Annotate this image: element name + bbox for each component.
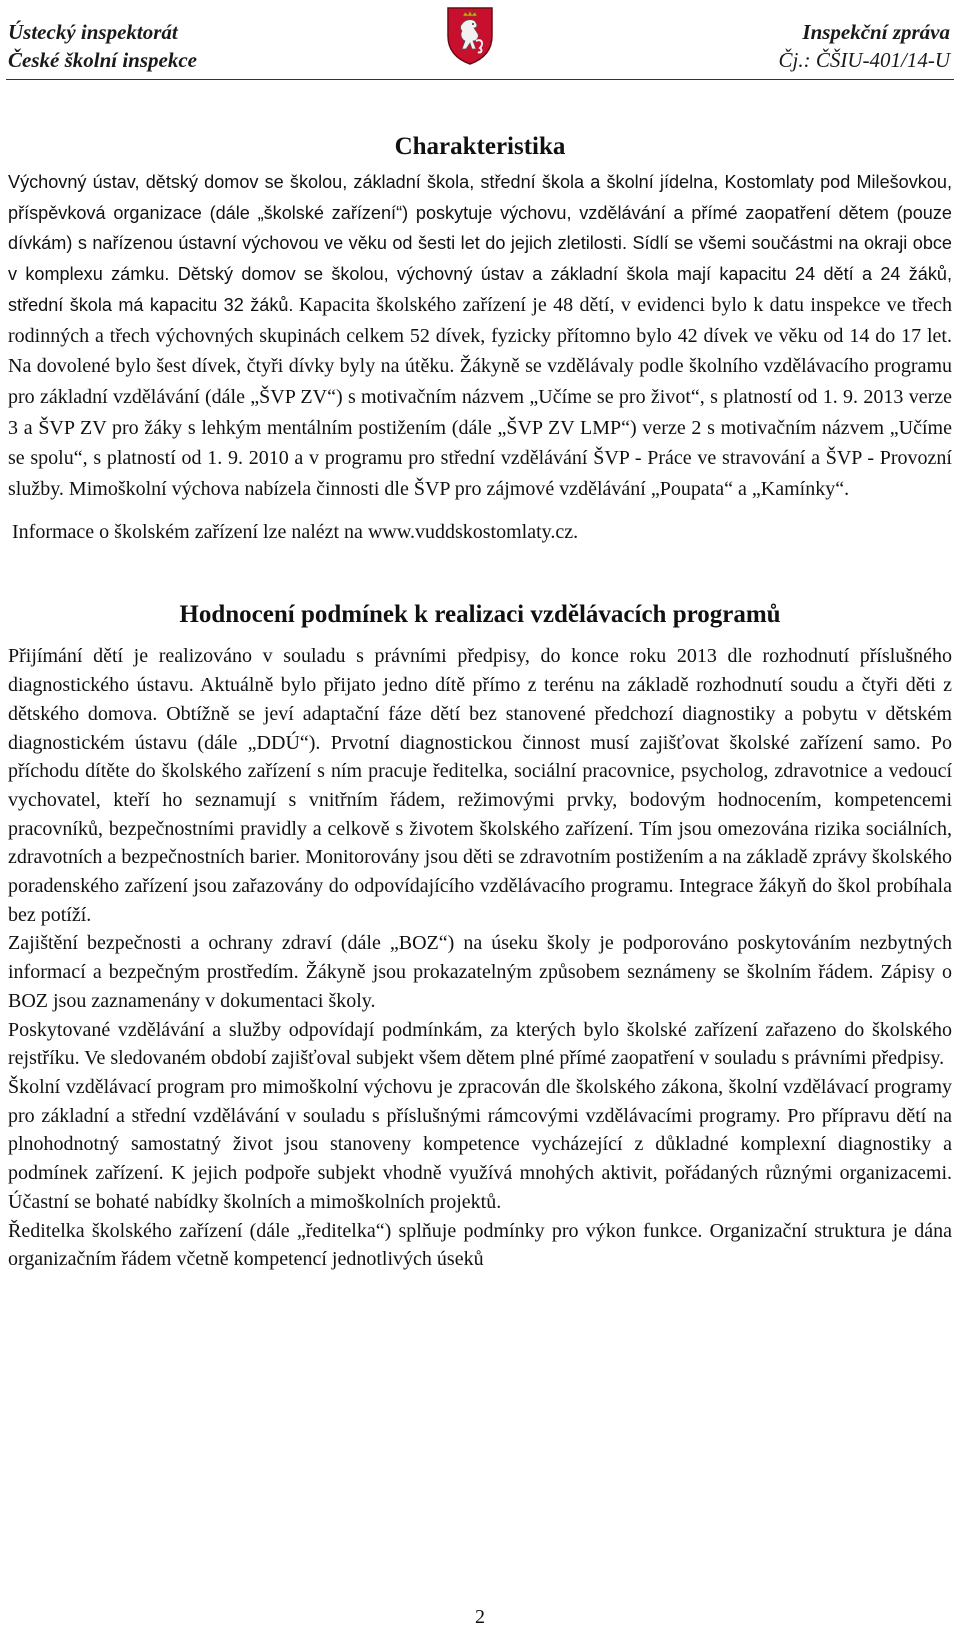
conditions-paragraph: Školní vzdělávací program pro mimoškolní výchovu je zpracován dle školského zákona, školní vzdělávací programy pro základní a střední vzdělávání v souladu s příslušnými rámcovými vzdělávacími programy. Pro přípravu dětí na plnohodnotný samostatný život jsou stanoveny kompetence vycházející z důkladné komplexní diagnostiky a podmínek zařízení. K jejich podpoře subjekt vhodně využívá mnohých aktivit, pořádaných různými organizacemi. Účastní se bohaté nabídky školních a mimoškolních projektů. xyxy=(8,1075,952,1213)
section-title-conditions: Hodnocení podmínek k realizaci vzdělávacích programů xyxy=(179,601,781,629)
page-number: 2 xyxy=(475,1606,485,1628)
report-type: Inspekční zpráva xyxy=(802,20,950,44)
header-divider xyxy=(6,79,954,80)
coat-of-arms-icon xyxy=(445,4,495,66)
characteristics-text-serif: Kapacita školského zařízení je 48 dětí, v evidenci bylo k datu inspekce ve třech rodinných a třech výchovných skupinách celkem 52 dívek, fyzicky přítomno bylo 42 dívek ve věku od 14 do 17 let. Na dovolené bylo šest dívek, čtyři dívky byly na útěku. Žákyně se vzdělávaly podle školního vzdělávacího programu pro základní vzdělávání (dále „ŠVP ZV“) s motivačním názvem „Učíme se pro život“, s platností od 1. 9. 2013 verze 3 a ŠVP ZV pro žáky s lehkým mentálním postižením (dále „ŠVP ZV LMP“) verze 2 s motivačním názvem „Učíme se spolu“, s platností od 1. 9. 2010 a v programu pro střední vzdělávání ŠVP - Práce ve stravování a ŠVP - Provozní služby. Mimoškolní výchova nabízela činnosti dle ŠVP pro zájmové vzdělávání „Poupata“ a „Kamínky“. xyxy=(8,293,952,501)
website-info: Informace o školském zařízení lze nalézt na www.vuddskostomlaty.cz. xyxy=(12,520,579,543)
conditions-paragraph: Zajištění bezpečnosti a ochrany zdraví (dále „BOZ“) na úseku školy je podporováno poskytováním nezbytných informací a bezpečným prostředím. Žákyně jsou prokazatelným způsobem seznámeny se školním řádem. Zápisy o BOZ jsou zaznamenány v dokumentaci školy. xyxy=(8,932,952,1012)
section-title-characteristics: Charakteristika xyxy=(394,133,566,160)
conditions-body xyxy=(8,642,952,1273)
conditions-paragraph: Ředitelka školského zařízení (dále „ředitelka“) splňuje podmínky pro výkon funkce. Organizační struktura je dána organizačním řádem včetně kompetencí jednotlivých úseků xyxy=(8,1219,952,1271)
institution-name: České školní inspekce xyxy=(8,48,197,72)
section-gap xyxy=(8,546,952,598)
conditions-paragraph: Poskytované vzdělávání a služby odpovídají podmínkám, za kterých bylo školské zařízení zařazeno do školského rejstříku. Ve sledovaném období zajišťoval subjekt všem dětem plné přímé zaopatření v souladu s právními předpisy. xyxy=(8,1018,952,1070)
conditions-paragraph: Přijímání dětí je realizováno v souladu s právními předpisy, do konce roku 2013 dle rozhodnutí příslušného diagnostického ústavu. Aktuálně bylo přijato jedno dítě přímo z terénu na základě rozhodnutí soudu a čtyři děti z dětského domova. Obtížně se jeví adaptační fáze dětí bez stanovené předchozí diagnostiky a pobytu v dětském diagnostickém ústavu (dále „DDÚ“). Prvotní diagnostickou činnost musí zajišťovat školské zařízení samo. Po příchodu dítěte do školského zařízení s ním pracuje ředitelka, sociální pracovnice, psycholog, zdravotnice a vedoucí vychovatel, kteří ho seznamují s vnitřním řádem, režimovými prvky, bodovým hodnocením, kompetencemi pracovníků, bezpečnostními pravidly a celkově s životem školského zařízení. Tím jsou omezována rizika sociálních, zdravotních a bezpečnostních barier. Monitorovány jsou děti se zdravotním postižením a na základě zprávy školského poradenského zařízení jsou zařazovány do odpovídajícího vzdělávacího programu. Integrace žákyň do škol probíhala bez potíží. xyxy=(8,645,952,926)
characteristics-text-sans: Výchovný ústav, dětský domov se školou, základní škola, střední škola a školní jídelna, Kostomlaty pod Milešovkou, příspěvková organizace (dále „školské zařízení“) poskytuje výchovu, vzdělávání a přímé zaopatření dětem (pouze dívkám) s nařízenou ústavní výchovou ve věku od šesti let do jejich zletilosti. Sídlí se všemi součástmi na okraji obce v komplexu zámku. Dětský domov se školou, výchovný ústav a základní škola mají kapacitu 24 dětí a 24 žáků, střední škola má kapacitu 32 žáků. xyxy=(8,172,952,315)
inspectorate-name: Ústecký inspektorát xyxy=(8,20,178,44)
characteristics-paragraph xyxy=(8,168,952,506)
header-left xyxy=(8,18,197,74)
page-content xyxy=(8,130,952,1274)
header-right xyxy=(779,18,951,74)
reference-number: Čj.: ČŠIU-401/14-U xyxy=(778,48,950,72)
